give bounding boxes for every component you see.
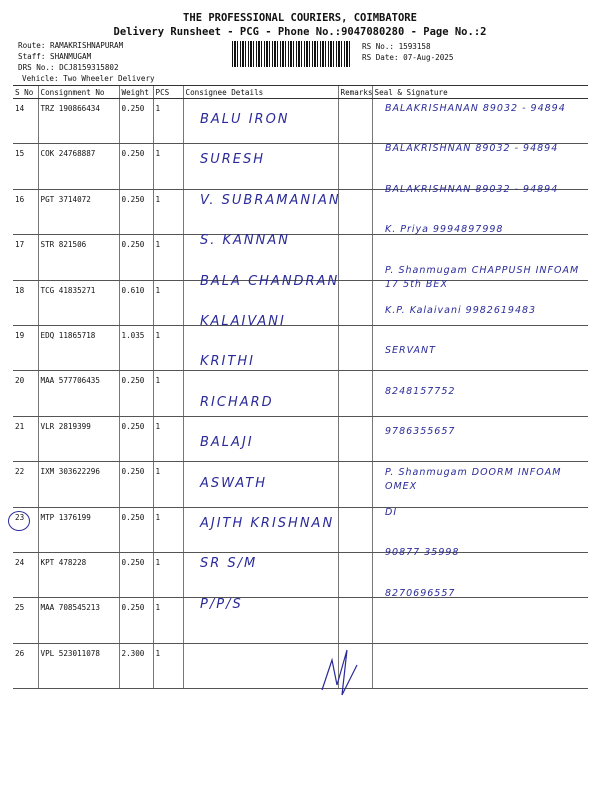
cell-weight: 0.250 [119, 235, 153, 280]
cell-pcs: 1 [153, 598, 183, 643]
remarks-cell [338, 462, 372, 507]
consignee-handwriting: SURESH [200, 152, 266, 168]
consignee-handwriting: SR S/M [200, 556, 258, 572]
cell-weight: 2.300 [119, 643, 153, 688]
barcode [232, 41, 350, 67]
remarks-cell [338, 507, 372, 552]
cell-weight: 0.250 [119, 552, 153, 597]
signature-handwriting: 8270696557 [385, 587, 456, 599]
consignee-handwriting: BALAJI [200, 435, 254, 451]
cell-sno: 23 [13, 507, 38, 552]
col-signature: Seal & Signature [372, 86, 588, 99]
cell-pcs: 1 [153, 462, 183, 507]
cell-weight: 0.250 [119, 189, 153, 234]
cell-pcs: 1 [153, 235, 183, 280]
cell-pcs: 1 [153, 99, 183, 144]
consignee-handwriting: V. SUBRAMANIAN [200, 192, 341, 208]
table-row [13, 598, 588, 643]
cell-consignment: COK 24768887 [38, 144, 119, 189]
col-remarks: Remarks [338, 86, 372, 99]
cell-sno: 14 [13, 99, 38, 144]
cell-sno: 21 [13, 416, 38, 461]
cell-weight: 0.250 [119, 507, 153, 552]
cell-pcs: 1 [153, 552, 183, 597]
cell-weight: 0.610 [119, 280, 153, 325]
cell-sno: 20 [13, 371, 38, 416]
cell-consignment: MAA 577706435 [38, 371, 119, 416]
consignee-handwriting: BALA CHANDRAN [200, 273, 340, 289]
consignee-handwriting: RICHARD [200, 394, 274, 410]
company-title: THE PROFESSIONAL COURIERS, COIMBATORE [183, 12, 417, 24]
cell-weight: 1.035 [119, 325, 153, 370]
staff-label: Staff: SHANMUGAM [18, 52, 92, 61]
remarks-cell [338, 99, 372, 144]
cell-weight: 0.250 [119, 462, 153, 507]
cell-pcs: 1 [153, 144, 183, 189]
cell-weight: 0.250 [119, 144, 153, 189]
cell-consignment: VPL 523011078 [38, 643, 119, 688]
cell-weight: 0.250 [119, 371, 153, 416]
cell-consignment: KPT 478228 [38, 552, 119, 597]
cell-weight: 0.250 [119, 416, 153, 461]
cell-consignment: TCG 41835271 [38, 280, 119, 325]
table-row [13, 643, 588, 688]
cell-sno: 26 [13, 643, 38, 688]
cell-pcs: 1 [153, 371, 183, 416]
cell-consignment: IXM 303622296 [38, 462, 119, 507]
cell-pcs: 1 [153, 643, 183, 688]
col-consignee: Consignee Details [183, 86, 338, 99]
signature-handwriting: BALAKRISHNAN 89032 - 94894 [385, 143, 559, 155]
table-header-row [13, 86, 588, 99]
signature-handwriting: BALAKRISHNAN 89032 - 94894 [385, 183, 559, 195]
row-24-circle-mark [8, 511, 30, 531]
consignee-handwriting: AJITH KRISHNAN [200, 516, 335, 531]
col-sno: S No [13, 86, 38, 99]
cell-sno: 15 [13, 144, 38, 189]
signature-handwriting: 90877 35998 [385, 547, 460, 559]
cell-weight: 0.250 [119, 598, 153, 643]
signature-handwriting: K. Priya 9994897998 [385, 224, 504, 236]
vehicle-label: Vehicle: Two Wheeler Delivery [22, 74, 155, 83]
col-weight: Weight [119, 86, 153, 99]
cell-consignment: STR 821506 [38, 235, 119, 280]
cell-pcs: 1 [153, 507, 183, 552]
consignee-handwriting: BALU IRON [200, 112, 290, 127]
cell-sno: 24 [13, 552, 38, 597]
cell-consignment: VLR 2819399 [38, 416, 119, 461]
consignee-handwriting: KALAIVANI [200, 314, 286, 329]
cell-consignment: MAA 708545213 [38, 598, 119, 643]
rs-number: RS No.: 1593158 [362, 42, 431, 51]
cell-sno: 18 [13, 280, 38, 325]
cell-pcs: 1 [153, 280, 183, 325]
remarks-cell [338, 235, 372, 280]
cell-sno: 17 [13, 235, 38, 280]
rs-date: RS Date: 07-Aug-2025 [362, 53, 454, 62]
col-pcs: PCS [153, 86, 183, 99]
signature-handwriting: 8248157752 [385, 385, 456, 397]
remarks-cell [338, 280, 372, 325]
cell-sno: 19 [13, 325, 38, 370]
signature-cell [372, 643, 588, 688]
cell-weight: 0.250 [119, 99, 153, 144]
remarks-cell [338, 189, 372, 234]
signature-handwriting: SERVANT [385, 345, 436, 357]
col-consignment: Consignment No [38, 86, 119, 99]
signature-handwriting: P. Shanmugam CHAPPUSH INFOAM 17 5th BEX [385, 264, 580, 290]
signature-handwriting: BALAKRISHANAN 89032 - 94894 [385, 103, 566, 114]
signature-cell [372, 598, 588, 643]
cell-sno: 22 [13, 462, 38, 507]
cell-consignment: PGT 3714072 [38, 189, 119, 234]
cell-pcs: 1 [153, 416, 183, 461]
cell-sno: 25 [13, 598, 38, 643]
remarks-cell [338, 552, 372, 597]
cell-pcs: 1 [153, 325, 183, 370]
cell-consignment: EDQ 11865718 [38, 325, 119, 370]
signature-handwriting: DI [385, 507, 398, 518]
remarks-cell [338, 325, 372, 370]
remarks-cell [338, 371, 372, 416]
drs-number: DRS No.: DCJ8159315802 [18, 63, 119, 72]
signature-handwriting: P. Shanmugam DOORM INFOAM OMEX [385, 466, 562, 492]
signature-handwriting: K.P. Kalaivani 9982619483 [385, 305, 537, 316]
remarks-cell [338, 416, 372, 461]
scribble-mark [312, 640, 372, 700]
consignee-handwriting: P/P/S [200, 596, 243, 612]
cell-consignment: MTP 1376199 [38, 507, 119, 552]
consignee-handwriting: KRITHI [200, 354, 255, 370]
cell-pcs: 1 [153, 189, 183, 234]
cell-consignment: TRZ 190866434 [38, 99, 119, 144]
signature-handwriting: 9786355657 [385, 426, 456, 438]
consignee-handwriting: S. KANNAN [200, 233, 291, 249]
consignee-handwriting: ASWATH [200, 475, 268, 491]
route-label: Route: RAMAKRISHNAPURAM [18, 41, 124, 50]
cell-sno: 16 [13, 189, 38, 234]
runsheet-subtitle: Delivery Runsheet - PCG - Phone No.:9047080280 - Page No.:2 [113, 26, 487, 38]
remarks-cell [338, 144, 372, 189]
remarks-cell [338, 598, 372, 643]
